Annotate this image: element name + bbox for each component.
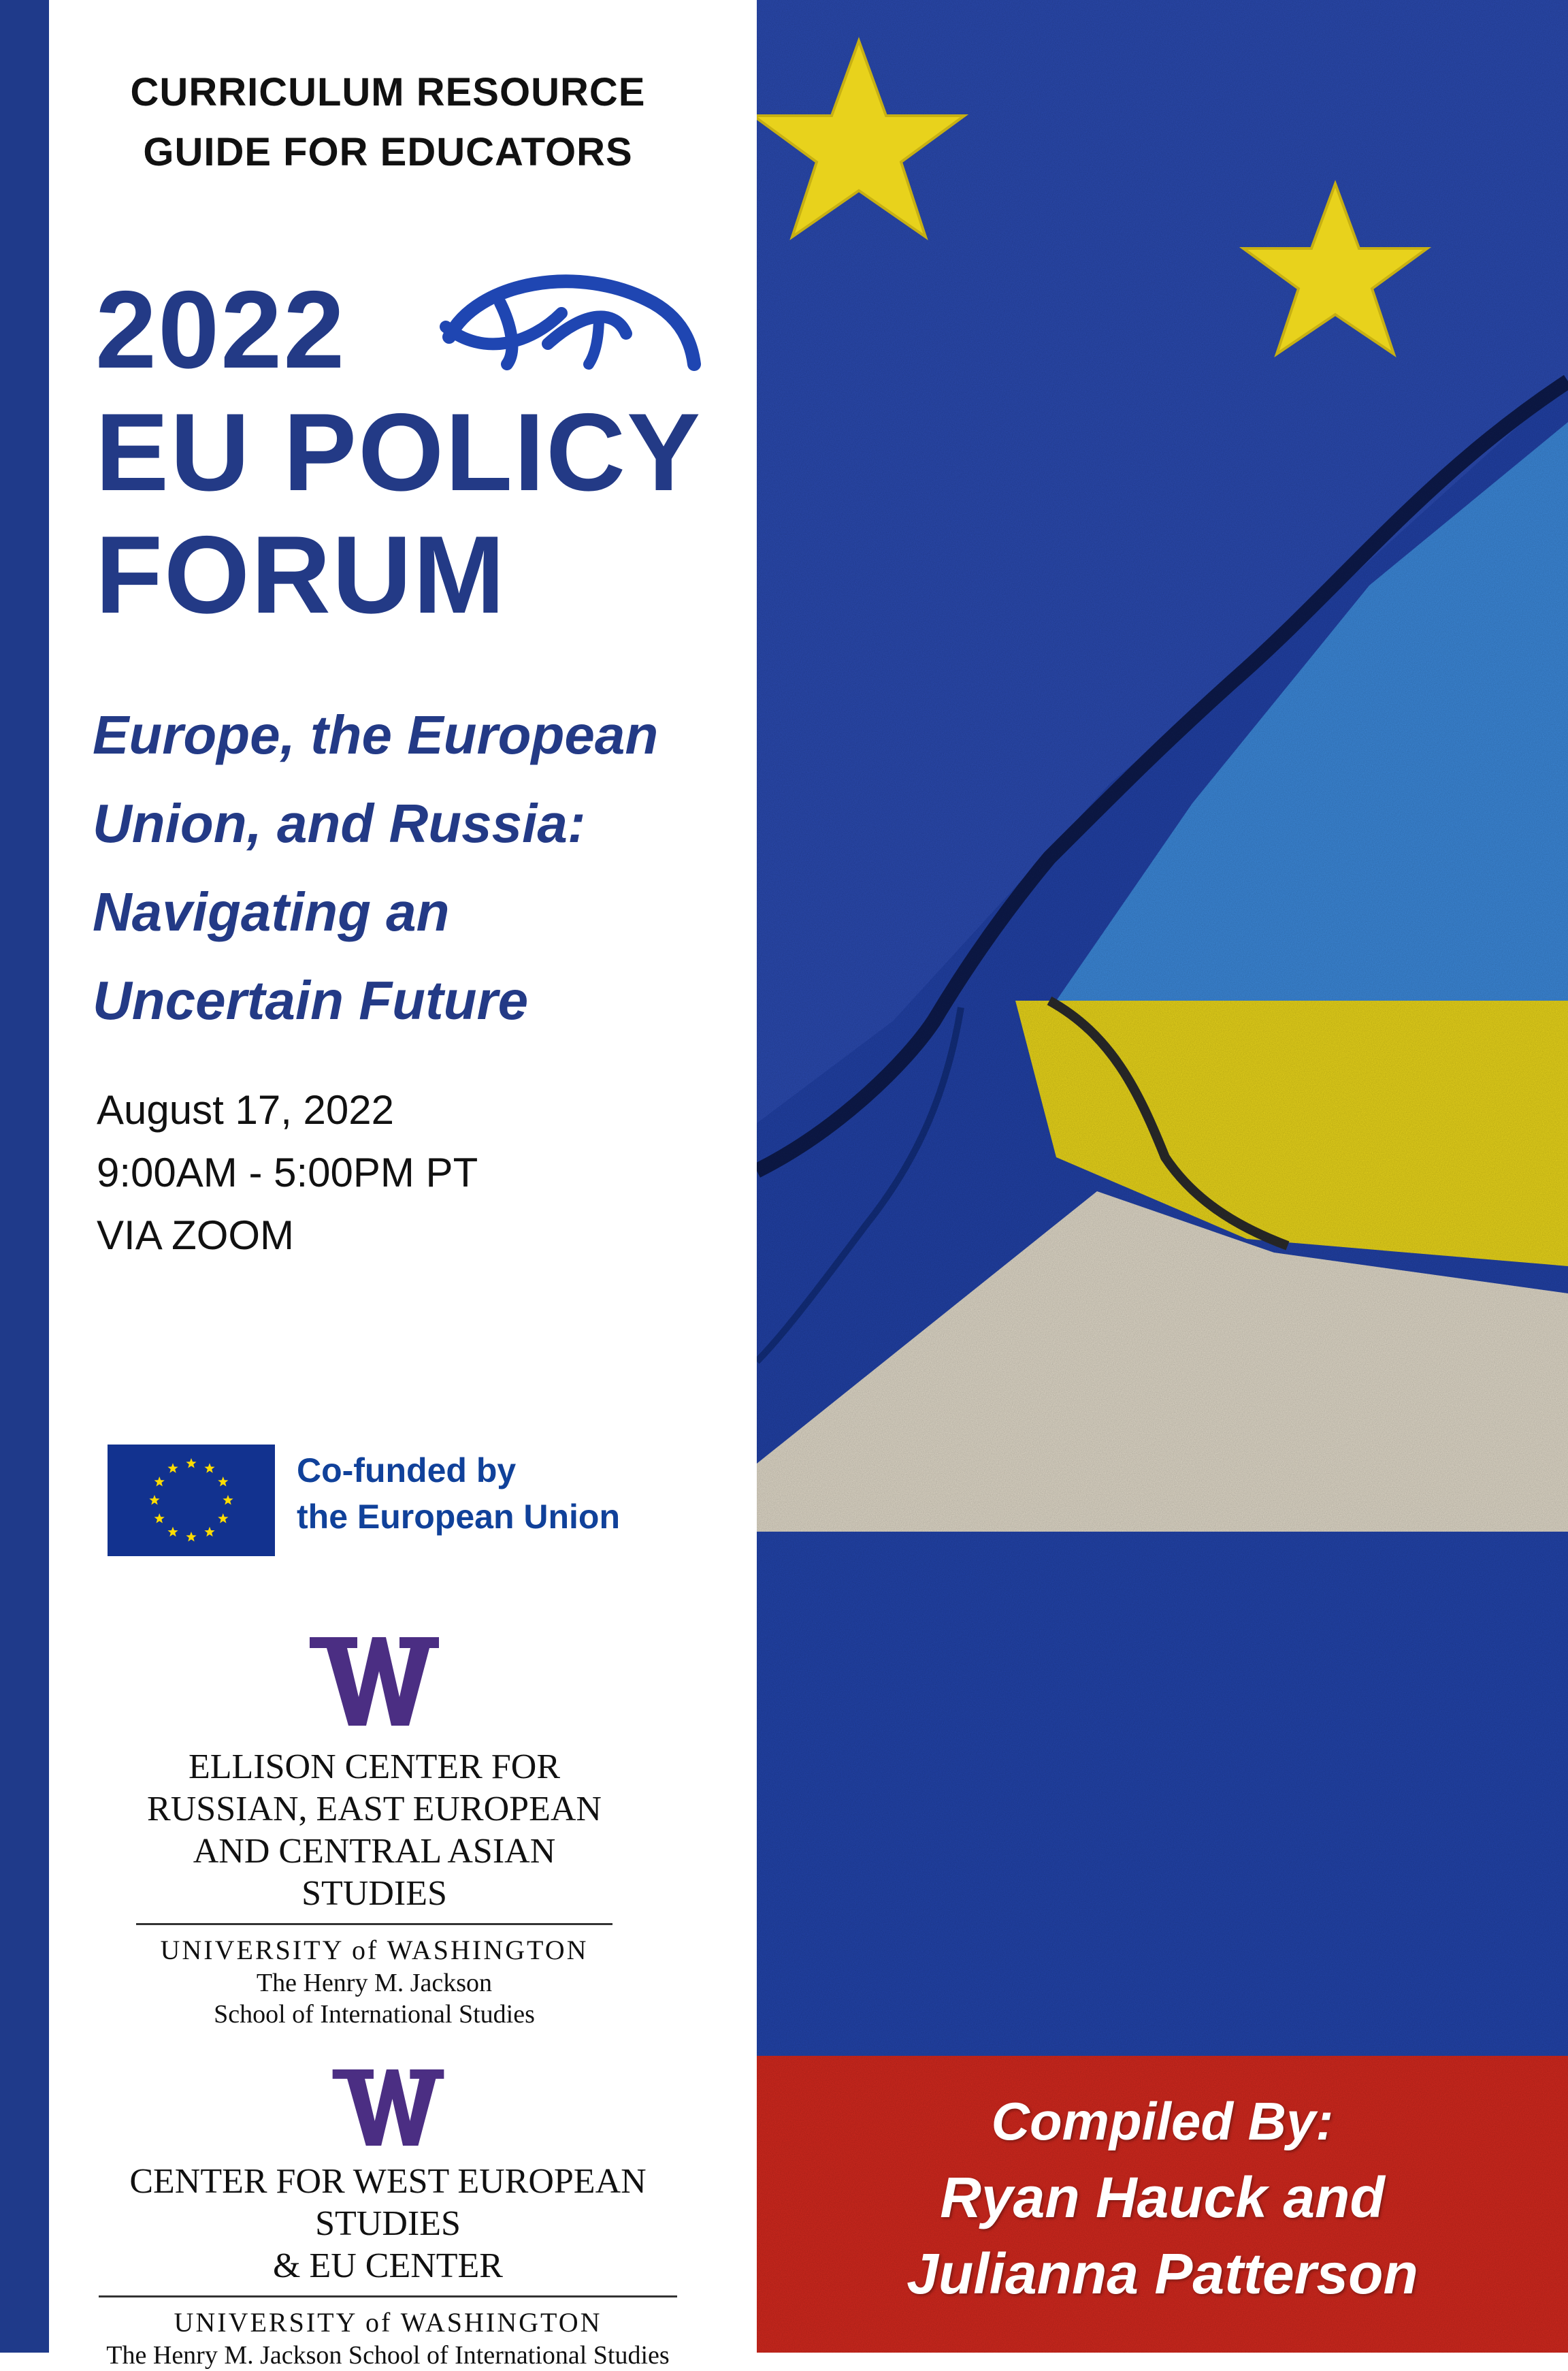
eu-cofunding-line-1: Co-funded by [297,1451,517,1489]
kicker-line-2: GUIDE FOR EDUCATORS [143,130,633,174]
event-location: VIA ZOOM [97,1212,295,1258]
west-european-center-logo [95,2069,681,2371]
ellison-school-line-2: School of International Studies [214,2000,535,2029]
forum-subtitle [93,691,746,1045]
west-european-name-line-2: & EU CENTER [273,2246,503,2285]
west-european-name-line-1: CENTER FOR WEST EUROPEAN STUDIES [129,2162,647,2243]
title-line-2: EU POLICY [95,391,702,514]
subtitle-line-2: Union, and Russia: [93,793,586,854]
subtitle-line-1: Europe, the European [93,705,659,765]
kicker-line-1: CURRICULUM RESOURCE [130,70,646,114]
uw-w-logo-icon [310,1637,439,1726]
event-time: 9:00AM - 5:00PM PT [97,1150,478,1195]
title-line-3: FORUM [95,513,506,636]
ellison-name-line-3: AND CENTRAL ASIAN STUDIES [193,1832,556,1913]
event-date: August 17, 2022 [97,1087,395,1133]
west-european-divider [99,2295,677,2297]
ellison-university: UNIVERSITY of WASHINGTON [160,1935,589,1965]
title-year: 2022 [95,268,346,391]
cracked-flags-photo [757,0,1568,2353]
credits-line-1: Compiled By: [991,2091,1334,2151]
forum-swoosh-logo-icon [436,262,701,385]
west-european-university: UNIVERSITY of WASHINGTON [174,2307,602,2338]
credits-line-2: Ryan Hauck and [940,2165,1385,2229]
left-accent-bar [0,0,49,2353]
credits-line-3: Julianna Patterson [906,2242,1418,2306]
subtitle-line-4: Uncertain Future [93,970,529,1031]
ellison-name-line-2: RUSSIAN, EAST EUROPEAN [147,1790,602,1828]
ellison-name-line-1: ELLISON CENTER FOR [189,1747,560,1786]
eu-ukraine-russia-flags-image [757,0,1568,2353]
ellison-school-line-1: The Henry M. Jackson [256,1969,493,1997]
subtitle-line-3: Navigating an [93,882,450,942]
ellison-divider [136,1923,612,1925]
eu-cofunding-line-2: the European Union [297,1498,620,1536]
event-details [97,1079,709,1267]
ellison-center-logo [122,1637,626,2030]
document-kicker [68,63,708,182]
compiled-by-credits [757,2083,1568,2312]
uw-w-logo-icon [332,2069,444,2146]
west-european-school: The Henry M. Jackson School of International Studies [106,2341,670,2370]
eu-flag-icon [108,1445,275,1556]
eu-cofunding-label [297,1447,719,1540]
